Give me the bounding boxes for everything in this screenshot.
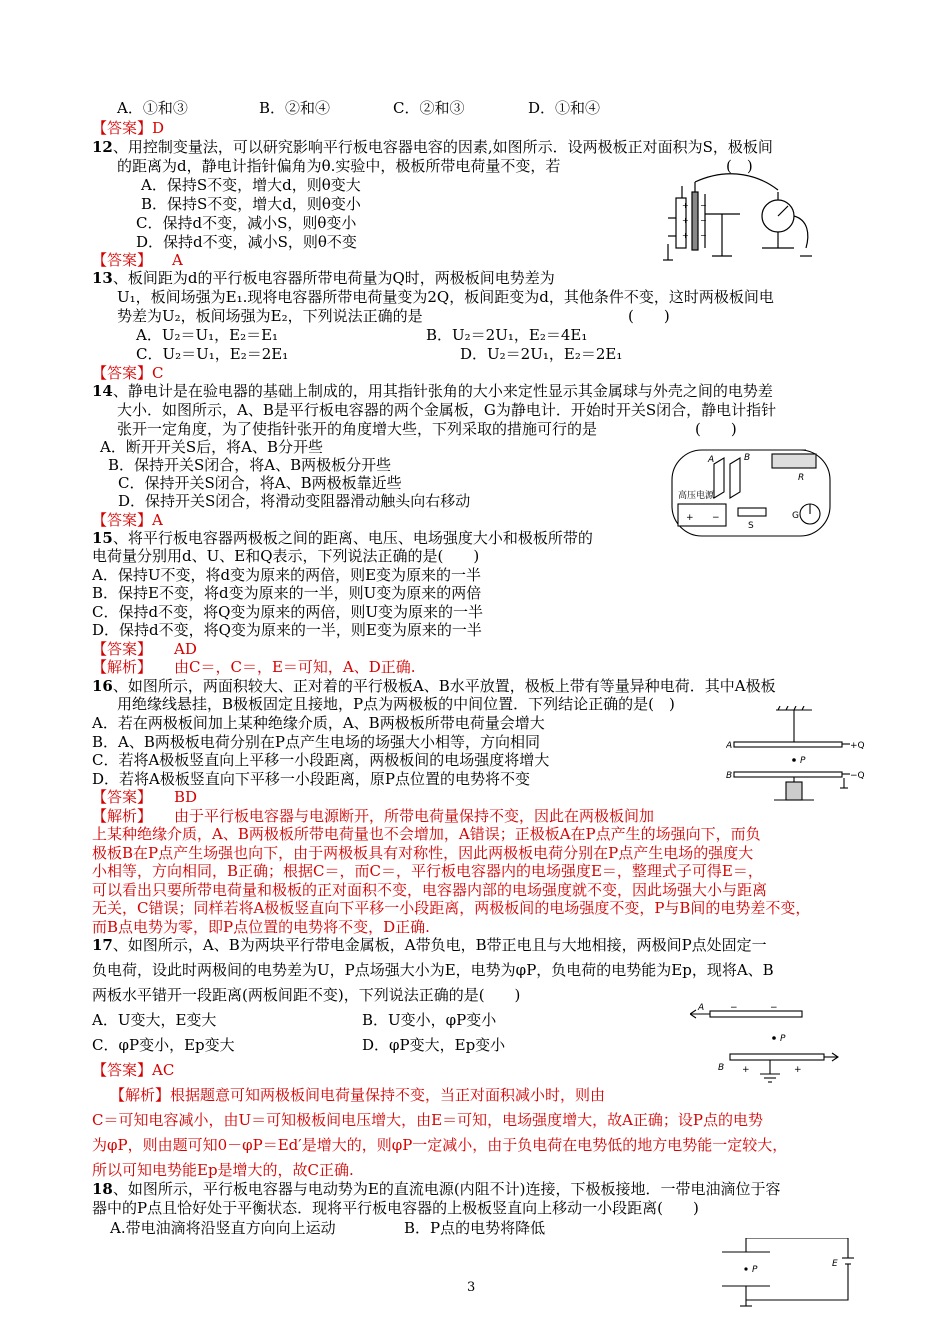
svg-text:G: G	[792, 511, 799, 521]
q18-option-b: B．P点的电势将降低	[404, 1219, 546, 1237]
q11-option-d: D．①和④	[528, 99, 601, 117]
q18-figure-circuit	[718, 1238, 858, 1310]
q13-line-2: U₁，板间场强为E₁.现将电容器所带电荷量变为2Q，板间距变为d，其他条件不变，这时两极板间电	[117, 288, 774, 306]
q16-analysis-2: 上某种绝缘介质，A、B两极板所带电荷量也不会增加，A错误；正极板A在P点产生的场强向下，而负	[92, 825, 761, 843]
svg-text:B: B	[744, 453, 751, 463]
svg-text:+: +	[682, 201, 689, 210]
q11-option-b: B．②和④	[259, 99, 331, 117]
q15-analysis: 【解析】 由C＝，C＝，E＝可知，A、D正确.	[92, 658, 416, 676]
q16-analysis-4: 小相等，方向相同，B正确；根据C＝，而C＝，平行板电容器内的电场强度E＝，整理式子可得E＝，	[92, 862, 763, 880]
svg-text:A: A	[698, 1003, 705, 1013]
q17-figure-plates	[690, 1002, 840, 1088]
svg-text:+: +	[686, 513, 694, 523]
q17-analysis-4: 所以可知电势能Ep是增大的，故C正确.	[92, 1161, 354, 1179]
svg-text:−: −	[730, 1003, 738, 1013]
q17-analysis-3: 为φP，则由题可知0－φP＝Ed′是增大的，则φP一定减小，由于负电荷在电势低的地方电势能一定较大，	[92, 1136, 788, 1154]
q18-option-a: A.带电油滴将沿竖直方向向上运动	[110, 1219, 336, 1237]
q15-option-c: C．保持d不变，将Q变为原来的两倍，则U变为原来的一半	[92, 603, 484, 621]
svg-text:+: +	[682, 231, 689, 240]
q13-line-3: 势差为U₂，板间场强为E₂，下列说法正确的是	[117, 307, 423, 325]
svg-text:−: −	[770, 1003, 778, 1013]
q11-option-a: A．①和③	[117, 99, 188, 117]
q16-analysis-3: 极板B在P点产生场强也向下，由于两极板具有对称性，因此两极板电荷分别在P点产生电场的强度大	[92, 844, 754, 862]
svg-text:−: −	[712, 513, 720, 523]
q16-option-d: D．若将A极板竖直向下平移一小段距离，原P点位置的电势将不变	[92, 770, 530, 788]
q14-line-2: 大小．如图所示，A、B是平行板电容器的两个金属板，G为静电计．开始时开关S闭合，静电计指针	[117, 401, 777, 419]
q17-option-d: D．φP变大，Ep变小	[362, 1036, 506, 1054]
q14-option-d: D．保持开关S闭合，将滑动变阻器滑动触头向右移动	[118, 492, 471, 510]
q12-answer: 【答案】 A	[92, 251, 183, 269]
q15-answer: 【答案】 AD	[92, 640, 197, 658]
q16-option-b: B．A、B两极板电荷分别在P点产生电场的场强大小相等，方向相同	[92, 733, 540, 751]
svg-text:S: S	[748, 521, 754, 531]
q12-option-b: B．保持S不变，增大d，则θ变小	[141, 195, 361, 213]
q14-option-a: A．断开开关S后，将A、B分开些	[100, 438, 323, 456]
svg-text:B: B	[718, 1063, 725, 1073]
q15-option-b: B．保持E不变，将d变为原来的一半，则U变为原来的两倍	[92, 584, 482, 602]
q17-line-3: 两板水平错开一段距离(两板间距不变)，下列说法正确的是( )	[92, 986, 521, 1004]
q14-figure-circuit	[668, 446, 838, 542]
q12-option-d: D．保持d不变，减小S，则θ不变	[136, 233, 357, 251]
q17-analysis-2: C＝可知电容减小，由U＝可知极板间电压增大，由E＝可知，电场强度增大，故A正确；设P点的电势	[92, 1111, 763, 1129]
q14-option-c: C．保持开关S闭合，将A、B两极板靠近些	[118, 474, 402, 492]
svg-text:R: R	[798, 473, 805, 483]
q17-answer: 【答案】AC	[92, 1061, 175, 1079]
q15-option-a: A．保持U不变，将d变为原来的两倍，则E变为原来的一半	[92, 566, 482, 584]
svg-text:+: +	[742, 1065, 750, 1075]
q16-figure-plates	[726, 706, 866, 810]
svg-text:E: E	[832, 1259, 838, 1269]
q12-blank: ( )	[726, 157, 753, 175]
q16-answer: 【答案】 BD	[92, 788, 198, 806]
q13-option-c: C．U₂＝U₁，E₂＝2E₁	[136, 345, 289, 363]
q12-line-2: 的距离为d，静电计指针偏角为θ.实验中，极板所带电荷量不变，若	[117, 157, 561, 175]
svg-text:+: +	[794, 1065, 802, 1075]
svg-text:+Q: +Q	[850, 741, 865, 751]
q13-option-d: D．U₂＝2U₁，E₂＝2E₁	[460, 345, 623, 363]
q14-line-1: 14、静电计是在验电器的基础上制成的，用其指针张角的大小来定性显示其金属球与外壳之间的电势差	[92, 382, 773, 400]
q13-line-1: 13、板间距为d的平行板电容器所带电荷量为Q时，两极板间电势差为	[92, 269, 555, 287]
q14-blank: ( )	[695, 420, 737, 438]
svg-text:高压电源: 高压电源	[678, 491, 715, 501]
q14-line-3: 张开一定角度，为了使指针张开的角度增大些，下列采取的措施可行的是	[117, 420, 598, 438]
q16-analysis-6: 无关，C错误；同样若将A极板竖直向下平移一小段距离，两极板间的电场强度不变，P与B间的电势差不变，	[92, 899, 811, 917]
q12-option-a: A．保持S不变，增大d，则θ变大	[141, 176, 361, 194]
q12-figure-electroscope	[660, 168, 830, 264]
q15-line-1: 15、将平行板电容器两极板之间的距离、电压、电场强度大小和极板所带的	[92, 529, 593, 547]
q14-answer: 【答案】A	[92, 511, 163, 529]
svg-text:A: A	[708, 455, 715, 465]
q12-option-c: C．保持d不变，减小S，则θ变小	[136, 214, 357, 232]
q16-line-2: 用绝缘线悬挂，B极板固定且接地，P点为两极板的中间位置．下列结论正确的是( )	[117, 695, 675, 713]
svg-text:−: −	[700, 216, 707, 225]
q17-option-a: A．U变大，E变大	[92, 1011, 217, 1029]
svg-text:P: P	[752, 1265, 758, 1275]
q16-option-c: C．若将A极板竖直向上平移一小段距离，两极板间的电场强度将增大	[92, 751, 550, 769]
q13-blank: ( )	[628, 307, 670, 325]
svg-text:A: A	[726, 741, 733, 751]
svg-text:B: B	[726, 771, 733, 781]
q15-option-d: D．保持d不变，将Q变为原来的一半，则E变为原来的一半	[92, 621, 482, 639]
q16-analysis-5: 可以看出只要所带电荷量和极板的正对面积不变，电容器内部的电场强度就不变，因此场强大小与距离	[92, 881, 768, 899]
q17-line-2: 负电荷，设此时两极间的电势差为U，P点场强大小为E，电势为φP，负电荷的电势能为Ep，现将A、B	[92, 961, 774, 979]
q17-option-b: B．U变小，φP变小	[362, 1011, 497, 1029]
q17-line-1: 17、如图所示，A、B为两块平行带电金属板，A带负电，B带正电且与大地相接，两极间P点处固定一	[92, 936, 767, 954]
q14-option-b: B．保持开关S闭合，将A、B两极板分开些	[108, 456, 392, 474]
q12-line-1: 12、用控制变量法，可以研究影响平行板电容器电容的因素,如图所示．设两极板正对面积为S，极板间	[92, 138, 773, 156]
q15-line-2: 电荷量分别用d、U、E和Q表示，下列说法正确的是( )	[92, 547, 480, 565]
q11-answer: 【答案】D	[92, 119, 165, 137]
q16-analysis-7: 而B点电势为零，即P点位置的电势将不变，D正确.	[92, 918, 430, 936]
q16-line-1: 16、如图所示，两面积较大、正对着的平行极板A、B水平放置，极板上带有等量异种电荷．其中A极板	[92, 677, 776, 695]
svg-text:+: +	[682, 216, 689, 225]
q17-option-c: C．φP变小，Ep变大	[92, 1036, 235, 1054]
svg-text:P: P	[800, 756, 806, 766]
q18-line-2: 器中的P点且恰好处于平衡状态．现将平行板电容器的上极板竖直向上移动一小段距离( )	[92, 1199, 699, 1217]
q13-option-b: B．U₂＝2U₁，E₂＝4E₁	[426, 326, 588, 344]
svg-text:−: −	[700, 231, 707, 240]
svg-text:P: P	[780, 1034, 786, 1044]
page-number: 3	[467, 1280, 476, 1295]
q11-option-c: C．②和③	[393, 99, 465, 117]
q13-answer: 【答案】C	[92, 364, 164, 382]
q17-analysis-1: 【解析】根据题意可知两极板间电荷量保持不变，当正对面积减小时，则由	[110, 1086, 606, 1104]
svg-text:−: −	[700, 201, 707, 210]
q13-option-a: A．U₂＝U₁，E₂＝E₁	[136, 326, 279, 344]
q16-analysis-1: 【解析】 由于平行板电容器与电源断开，所带电荷量保持不变，因此在两极板间加	[92, 807, 655, 825]
svg-text:−Q: −Q	[850, 771, 865, 781]
q18-line-1: 18、如图所示，平行板电容器与电动势为E的直流电源(内阻不计)连接，下极板接地．一带电油滴位于容	[92, 1180, 781, 1198]
q16-option-a: A．若在两极板间加上某种绝缘介质，A、B两极板所带电荷量会增大	[92, 714, 545, 732]
